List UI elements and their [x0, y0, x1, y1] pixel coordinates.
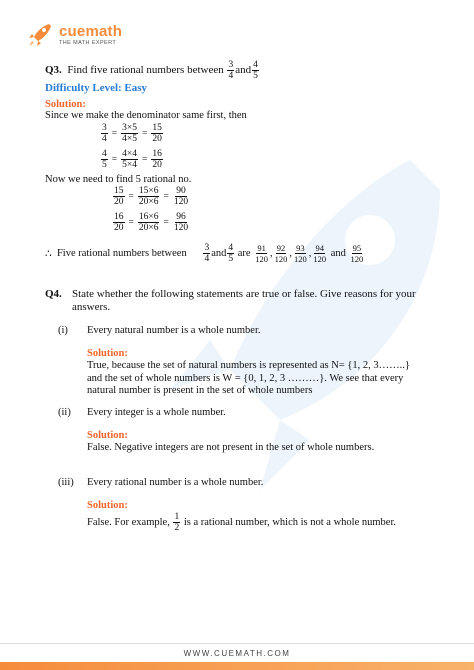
part-statement: Every natural number is a whole number. [87, 325, 261, 336]
footer-divider [0, 643, 474, 644]
part-number: (ii) [58, 407, 71, 418]
result-text: Five rational numbers between [56, 248, 187, 259]
brand-name: cuemath [59, 23, 123, 40]
q4-text: State whether the following statements are true or false. Give reasons for your answers. [72, 288, 416, 313]
fraction: $\frac{3}{4}$ [228, 60, 234, 81]
difficulty-level: Difficulty Level: Easy [45, 82, 148, 94]
solution-label: Solution: [45, 99, 86, 110]
brand-tagline: THE MATH EXPERT [59, 40, 117, 46]
rocket-watermark [150, 150, 450, 530]
q3-question [45, 60, 260, 81]
q4-label: Q4. [45, 288, 62, 300]
q3-label: Q3. [45, 64, 62, 76]
equation-row: $\frac{3}{4}$ = $\frac{3\times 5}{4\times 5}$ = $\frac{15}{20}$ [102, 123, 162, 144]
q4-question [45, 288, 435, 314]
footer-url[interactable]: WWW.CUEMATH.COM [183, 649, 291, 658]
solution-text: True, because the set of natural numbers is represented as N= {1, 2, 3……..} and the set of whole numbers is W = {0, 1, 2, 3 ………}. We see that every natural number is present in the set of whole numbers [87, 360, 410, 396]
solution-text: False. Negative integers are not present in the set of whole numbers. [87, 442, 375, 453]
equation-row: $\frac{15}{20}$ = $\frac{15\times 6}{20\times 6}$ = $\frac{90}{120}$ [114, 186, 189, 207]
solution-label: Solution: [87, 500, 128, 511]
part-number: (iii) [58, 477, 74, 488]
solution-text: False. For example, $\frac{1}{2}$ is a rational number, which is not a whole number. [87, 512, 396, 533]
rocket-icon [27, 22, 53, 48]
solution-line: Now we need to find 5 rational no. [45, 174, 192, 185]
part-statement: Every rational number is a whole number. [87, 477, 264, 488]
solution-label: Solution: [87, 430, 128, 441]
footer-bar [0, 662, 474, 670]
and-text: and [235, 64, 252, 76]
fraction: $\frac{4}{5}$ [253, 60, 258, 81]
q3-text: Find five rational numbers between [67, 64, 224, 76]
result-line: ∴ Five rational numbers between $\frac{3}{4}$ and $\frac{4}{5}$ are $\frac{91}{120}$ , $\frac{92}{120}$ , $\frac{93}{120}$ , $\frac{94}{120}$ and $\frac{95}{120}$ [45, 243, 364, 264]
part-number: (i) [58, 325, 68, 336]
equation-row: $\frac{4}{5}$ = $\frac{4\times 4}{5\times 4}$ = $\frac{16}{20}$ [102, 149, 162, 170]
equation-row: $\frac{16}{20}$ = $\frac{16\times 6}{20\times 6}$ = $\frac{96}{120}$ [114, 212, 189, 233]
brand-logo [27, 22, 122, 48]
therefore-symbol: ∴ [45, 248, 52, 260]
solution-line: Since we make the denominator same first, then [45, 110, 247, 121]
solution-label: Solution: [87, 348, 128, 359]
part-statement: Every integer is a whole number. [87, 407, 226, 418]
